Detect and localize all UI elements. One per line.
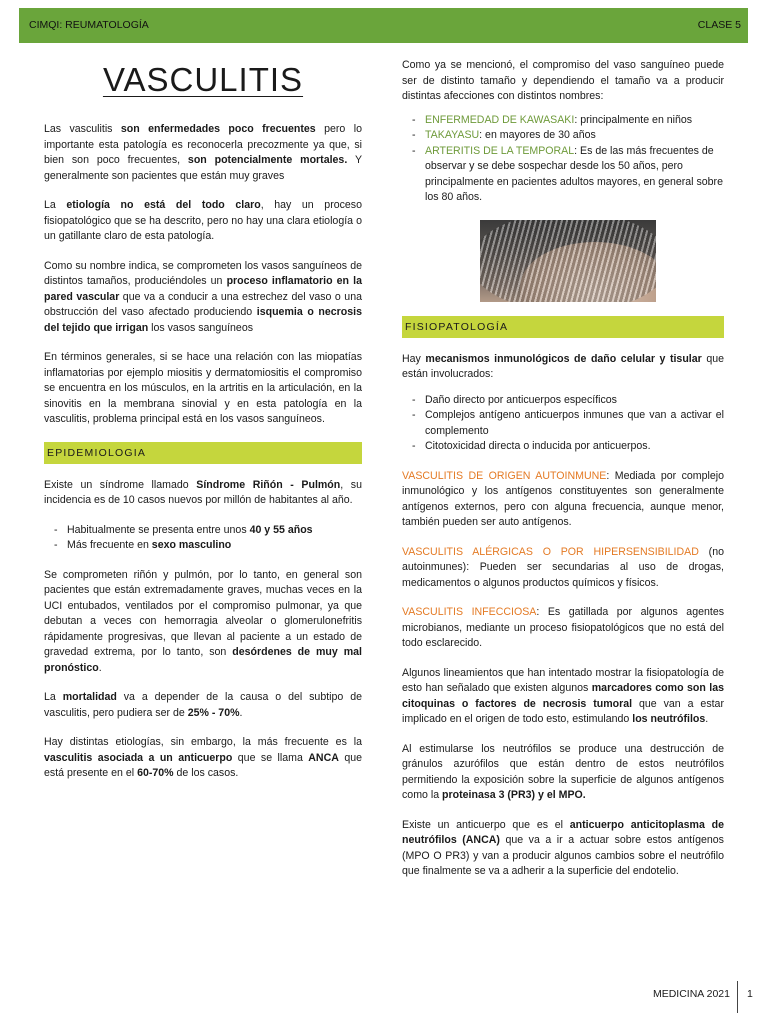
list-item: - ARTERITIS DE LA TEMPORAL: Es de las más frecuentes de observar y se debe sospechar desde los 50 años, pero principalmente en pacientes adultos mayores, en general sobre los 80 años. [416, 144, 724, 206]
page-footer [0, 981, 768, 1013]
right-column [402, 58, 724, 880]
paragraph: La mortalidad va a depender de la causa o del subtipo de vasculitis, pero pudiera ser de 25% - 70%. [44, 691, 362, 719]
header-class: CLASE 5 [697, 18, 741, 31]
section-heading-fisiopatologia: FISIOPATOLOGÍA [402, 316, 724, 338]
mechanism-list [402, 393, 724, 455]
paragraph: Como ya se mencionó, el compromiso del vaso sanguíneo puede ser de distinto tamaño y dependiendo el tamaño va a producir distintas afecciones con distintos nombres: [402, 59, 724, 102]
paragraph: Algunos lineamientos que han intentado mostrar la fisiopatología de esto han señalado que existen algunos marcadores como son las citoquinas o factores de necrosis tumoral que van a estar implicado en el origen de todo esto, estimulando los neutrófilos. [402, 666, 724, 725]
list-item: - Habitualmente se presenta entre unos 40 y 55 años [58, 523, 362, 539]
paragraph: VASCULITIS INFECCIOSA: Es gatillada por algunos agentes microbianos, mediante un proceso fisiopatológicos que no está del todo esclarecido. [402, 606, 725, 649]
list-item: - Complejos antígeno anticuerpos inmunes que van a activar el complemento [416, 408, 724, 439]
page-title: VASCULITIS [102, 61, 304, 98]
list-item: - ENFERMEDAD DE KAWASAKI: principalmente en niños [416, 113, 724, 129]
list-item: - Citotoxicidad directa o inducida por anticuerpos. [416, 439, 724, 455]
paragraph: Al estimularse los neutrófilos se produce una destrucción de gránulos azurófilos que están dentro de estos neutrófilos permitiendo la exposición sobre la superficie de algunos antígenos como la proteinasa 3 (PR3) y el MPO. [402, 742, 724, 801]
page-number: 1 [747, 988, 753, 1000]
paragraph: VASCULITIS ALÉRGICAS O POR HIPERSENSIBILIDAD (no autoinmunes): Pueden ser secundarias al uso de drogas, medicamentos o algunos productos químicos y físicos. [402, 545, 724, 589]
paragraph: La etiología no está del todo claro, hay un proceso fisiopatológico que se ha descrito, pero no hay una clara etiología o un gatillante claro de esta patología. [44, 199, 362, 242]
section-heading-epidemiologia: EPIDEMIOLOGIA [44, 442, 362, 464]
left-column [44, 60, 362, 782]
list-item: - Más frecuente en sexo masculino [58, 538, 362, 554]
paragraph: Las vasculitis son enfermedades poco frecuentes pero lo importante esta patología es reconocerla precozmente ya que, si bien son poco frecuentes, son potencialmente mortales. Y generalmente son pacientes que están muy graves [44, 123, 363, 182]
paragraph: Existe un síndrome llamado Síndrome Riñón - Pulmón, su incidencia es de 10 casos nuevos por millón de habitantes al año. [44, 478, 362, 506]
paragraph: En términos generales, si se hace una relación con las miopatías inflamatorias por ejemplo miositis y dermatomiositis el compromiso se encuentra en los músculos, en la artritis en la articulación, en la sinovitis en la membrana sinovial y en esta patología en la vasculitis, problema principal está en los vasos sanguíneos. [44, 351, 362, 425]
paragraph: Hay distintas etiologías, sin embargo, la más frecuente es la vasculitis asociada a un anticuerpo que se llama ANCA que está presente en el 60-70% de los casos. [44, 736, 362, 779]
paragraph: Existe un anticuerpo que es el anticuerpo anticitoplasma de neutrófilos (ANCA) que va a ir a actuar sobre estos antígenos (MPO O PR3) y van a producir algunos cambios sobre el neutrófilo que finalmente se va a adherir a la superficie del endotelio. [402, 818, 724, 877]
paragraph: Se comprometen riñón y pulmón, por lo tanto, en general son pacientes que están extremadamente graves, muchas veces en la UCI entubados, ventilados por el compromiso pulmonar, ya que debutan a veces con hemorragia alveolar o glomerulonefritis rápidamente progresivas, que llevan al paciente a un estado de gravedad extrema, por lo tanto, son desórdenes de muy mal pronóstico. [44, 568, 362, 674]
vessel-size-list [402, 113, 724, 206]
footer-divider [737, 981, 738, 1013]
list-item: - Daño directo por anticuerpos específicos [416, 393, 724, 409]
header-course: CIMQI: REUMATOLOGÍA [29, 18, 149, 31]
page-header [19, 8, 748, 43]
list-item: - TAKAYASU: en mayores de 30 años [416, 128, 724, 144]
paragraph: VASCULITIS DE ORIGEN AUTOINMUNE: Mediada por complejo inmunológico y los antígenos constituyentes son generalmente antígenos externos, pero con alguna frecuencia, aunque menor, también pueden ser auto antígenos. [402, 469, 724, 528]
footer-label: MEDICINA 2021 [652, 988, 730, 1000]
temporal-arteritis-photo [480, 220, 656, 302]
paragraph: Hay mecanismos inmunológicos de daño celular y tisular que están involucrados: [402, 352, 724, 380]
paragraph: Como su nombre indica, se comprometen los vasos sanguíneos de distintos tamaños, produciéndoles un proceso inflamatorio en la pared vascular que va a conducir a una estrechez del vaso o una obstrucción del vaso afectado produciendo isquemia o necrosis del tejido que irrigan los vasos sanguíneos [44, 259, 363, 334]
epidemiology-list [44, 523, 362, 554]
